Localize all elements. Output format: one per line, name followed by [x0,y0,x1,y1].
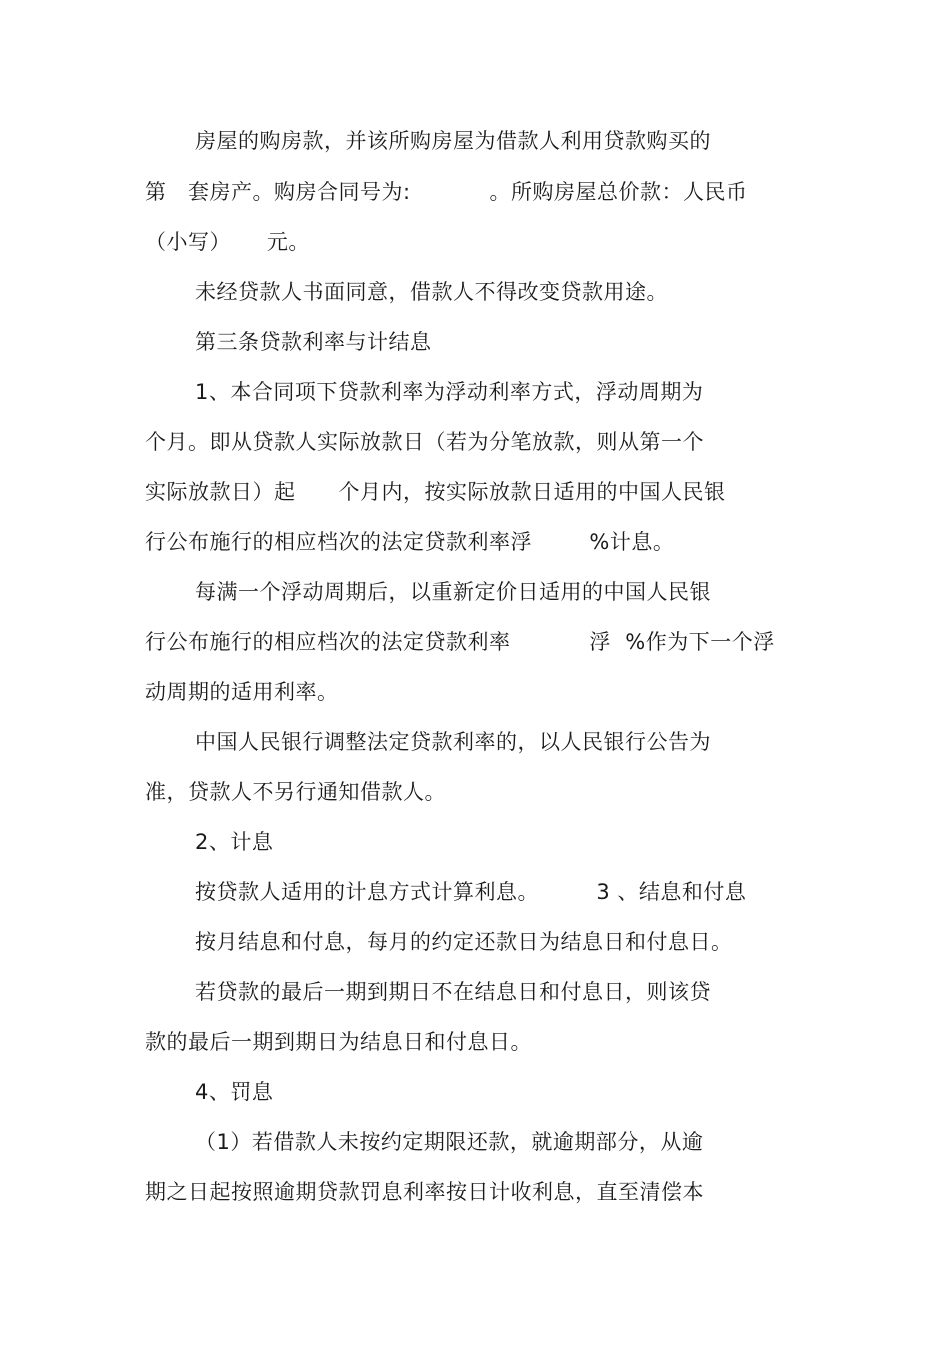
text-line: 第 套房产。购房合同号为: 。所购房屋总价款：人民币 [145,180,748,204]
text-line: （小写） 元。 [145,230,310,254]
text-line: 准，贷款人不另行通知借款人。 [145,780,446,804]
text-line: 实际放款日）起 个月内，按实际放款日适用的中国人民银 [145,480,726,504]
text-line: 每满一个浮动周期后，以重新定价日适用的中国人民银 [195,580,711,604]
text-line: 期之日起按照逾期贷款罚息利率按日计收利息，直至清偿本 [145,1180,704,1204]
subsection-heading: 4、罚息 [195,1080,274,1104]
text-line: 按月结息和付息，每月的约定还款日为结息日和付息日。 [195,930,733,954]
text-line: 个月。即从贷款人实际放款日（若为分笔放款，则从第一个 [145,430,704,454]
text-line: 动周期的适用利率。 [145,680,339,704]
section-heading: 第三条贷款利率与计结息 [195,330,432,354]
text-line: （1）若借款人未按约定期限还款，就逾期部分，从逾 [195,1130,704,1154]
text-line: 房屋的购房款，并该所购房屋为借款人利用贷款购买的 [195,129,711,153]
text-line: 未经贷款人书面同意，借款人不得改变贷款用途。 [195,280,668,304]
subsection-heading: 2、计息 [195,830,274,854]
text-line: 款的最后一期到期日为结息日和付息日。 [145,1030,532,1054]
text-line: 若贷款的最后一期到期日不在结息日和付息日，则该贷 [195,980,711,1004]
text-line: 按贷款人适用的计息方式计算利息。 3 、结息和付息 [195,880,747,904]
text-line: 中国人民银行调整法定贷款利率的，以人民银行公告为 [195,730,711,754]
text-line: 行公布施行的相应档次的法定贷款利率浮 %计息。 [145,530,675,554]
text-line: 1、本合同项下贷款利率为浮动利率方式，浮动周期为 [195,380,704,404]
text-line: 行公布施行的相应档次的法定贷款利率 浮 %作为下一个浮 [145,630,775,654]
